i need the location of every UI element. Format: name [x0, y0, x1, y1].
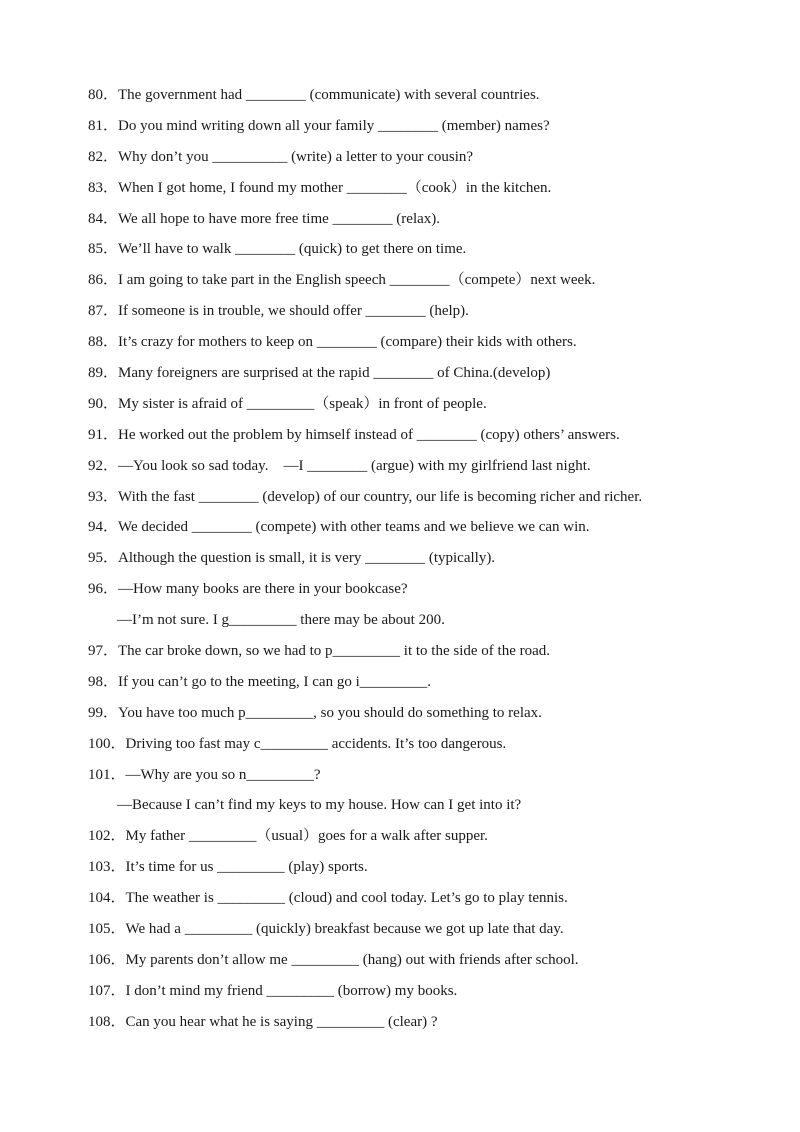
exercise-item — [88, 702, 778, 733]
item-number: 100． — [88, 735, 126, 752]
item-number: 89． — [88, 365, 119, 382]
exercise-item — [88, 547, 778, 578]
exercise-item — [88, 486, 778, 517]
item-text: If someone is in trouble, we should offer ________ (help). — [118, 303, 469, 320]
exercise-item — [88, 764, 778, 795]
item-text: When I got home, I found my mother ________（cook）in the kitchen. — [118, 179, 552, 196]
exercise-item — [88, 949, 778, 980]
exercise-item — [88, 208, 778, 239]
item-number: 93． — [88, 488, 119, 505]
exercise-item — [88, 918, 778, 949]
exercise-item — [88, 856, 778, 887]
item-text: We decided ________ (compete) with other teams and we believe we can win. — [118, 519, 590, 536]
item-number: 103． — [88, 859, 126, 876]
item-number: 101． — [88, 766, 126, 783]
exercise-item — [88, 671, 778, 702]
exercise-item — [88, 1011, 778, 1042]
item-number: 90． — [88, 395, 119, 412]
item-text: The car broke down, so we had to p_________ it to the side of the road. — [118, 643, 550, 660]
item-text: —Because I can’t find my keys to my house. How can I get into it? — [117, 797, 522, 814]
item-number: 85． — [88, 241, 119, 258]
item-text: It’s crazy for mothers to keep on ________ (compare) their kids with others. — [118, 334, 577, 351]
exercise-item — [88, 331, 778, 362]
item-number: 82． — [88, 148, 119, 165]
item-text: I am going to take part in the English speech ________（compete）next week. — [118, 272, 596, 289]
exercise-item — [88, 269, 778, 300]
exercise-item — [88, 424, 778, 455]
item-text: —Why are you so n_________? — [125, 766, 321, 783]
exercise-item — [88, 578, 778, 609]
item-number: 97． — [88, 643, 119, 660]
item-text: Many foreigners are surprised at the rapid ________ of China.(develop) — [118, 365, 551, 382]
exercise-item — [88, 84, 778, 115]
exercise-continuation — [88, 609, 778, 640]
exercise-item — [88, 640, 778, 671]
item-number: 91． — [88, 426, 119, 443]
item-text: The weather is _________ (cloud) and cool today. Let’s go to play tennis. — [125, 890, 568, 907]
item-text: We’ll have to walk ________ (quick) to get there on time. — [118, 241, 467, 258]
item-text: If you can’t go to the meeting, I can go i_________. — [118, 673, 432, 690]
item-number: 80． — [88, 87, 119, 103]
exercise-item — [88, 362, 778, 393]
item-text: I don’t mind my friend _________ (borrow) my books. — [125, 982, 458, 999]
exercise-item — [88, 825, 778, 856]
exercise-item — [88, 146, 778, 177]
item-number: 81． — [88, 117, 119, 134]
exercise-item — [88, 393, 778, 424]
item-number: 95． — [88, 550, 119, 567]
item-number: 84． — [88, 210, 119, 227]
exercise-item — [88, 887, 778, 918]
item-text: Do you mind writing down all your family ________ (member) names? — [118, 117, 550, 134]
item-text: —I’m not sure. I g_________ there may be about 200. — [117, 612, 445, 629]
item-number: 94． — [88, 519, 119, 536]
item-number: 83． — [88, 179, 119, 196]
item-text: It’s time for us _________ (play) sports. — [125, 859, 368, 876]
exercise-item — [88, 980, 778, 1011]
item-number: 104． — [88, 890, 126, 907]
item-number: 92． — [88, 457, 119, 474]
item-number: 106． — [88, 951, 126, 968]
exercise-item — [88, 300, 778, 331]
item-text: With the fast ________ (develop) of our country, our life is becoming richer and richer. — [118, 488, 643, 505]
exercise-item — [88, 177, 778, 208]
exercise-item — [88, 733, 778, 764]
item-text: He worked out the problem by himself instead of ________ (copy) others’ answers. — [118, 426, 620, 443]
item-number: 107． — [88, 982, 126, 999]
item-number: 108． — [88, 1013, 126, 1030]
exercise-item — [88, 455, 778, 486]
exercise-continuation — [88, 794, 778, 825]
item-text: The government had ________ (communicate) with several countries. — [118, 87, 540, 103]
item-number: 88． — [88, 334, 119, 351]
item-text: Although the question is small, it is very ________ (typically). — [118, 550, 496, 567]
item-text: —You look so sad today. —I ________ (argue) with my girlfriend last night. — [118, 457, 591, 474]
item-text: Why don’t you __________ (write) a letter to your cousin? — [118, 148, 474, 165]
item-text: We all hope to have more free time ________ (relax). — [118, 210, 441, 227]
exercise-item — [88, 115, 778, 146]
item-number: 98． — [88, 673, 119, 690]
item-text: My sister is afraid of _________（speak）in front of people. — [118, 395, 487, 412]
item-text: Driving too fast may c_________ accidents. It’s too dangerous. — [125, 735, 507, 752]
item-text: —How many books are there in your bookcase? — [118, 581, 408, 598]
item-number: 99． — [88, 704, 119, 721]
item-number: 96． — [88, 581, 119, 598]
item-text: My parents don’t allow me _________ (hang) out with friends after school. — [125, 951, 579, 968]
exercise-item — [88, 516, 778, 547]
item-number: 105． — [88, 921, 126, 938]
exercise-list — [88, 84, 778, 1042]
item-text: Can you hear what he is saying _________ (clear) ? — [125, 1013, 438, 1030]
item-number: 102． — [88, 828, 126, 845]
exercise-item — [88, 238, 778, 269]
item-text: You have too much p_________, so you should do something to relax. — [118, 704, 542, 721]
item-number: 87． — [88, 303, 119, 320]
item-text: My father _________（usual）goes for a walk after supper. — [125, 828, 488, 845]
item-text: We had a _________ (quickly) breakfast because we got up late that day. — [125, 921, 564, 938]
item-number: 86． — [88, 272, 119, 289]
